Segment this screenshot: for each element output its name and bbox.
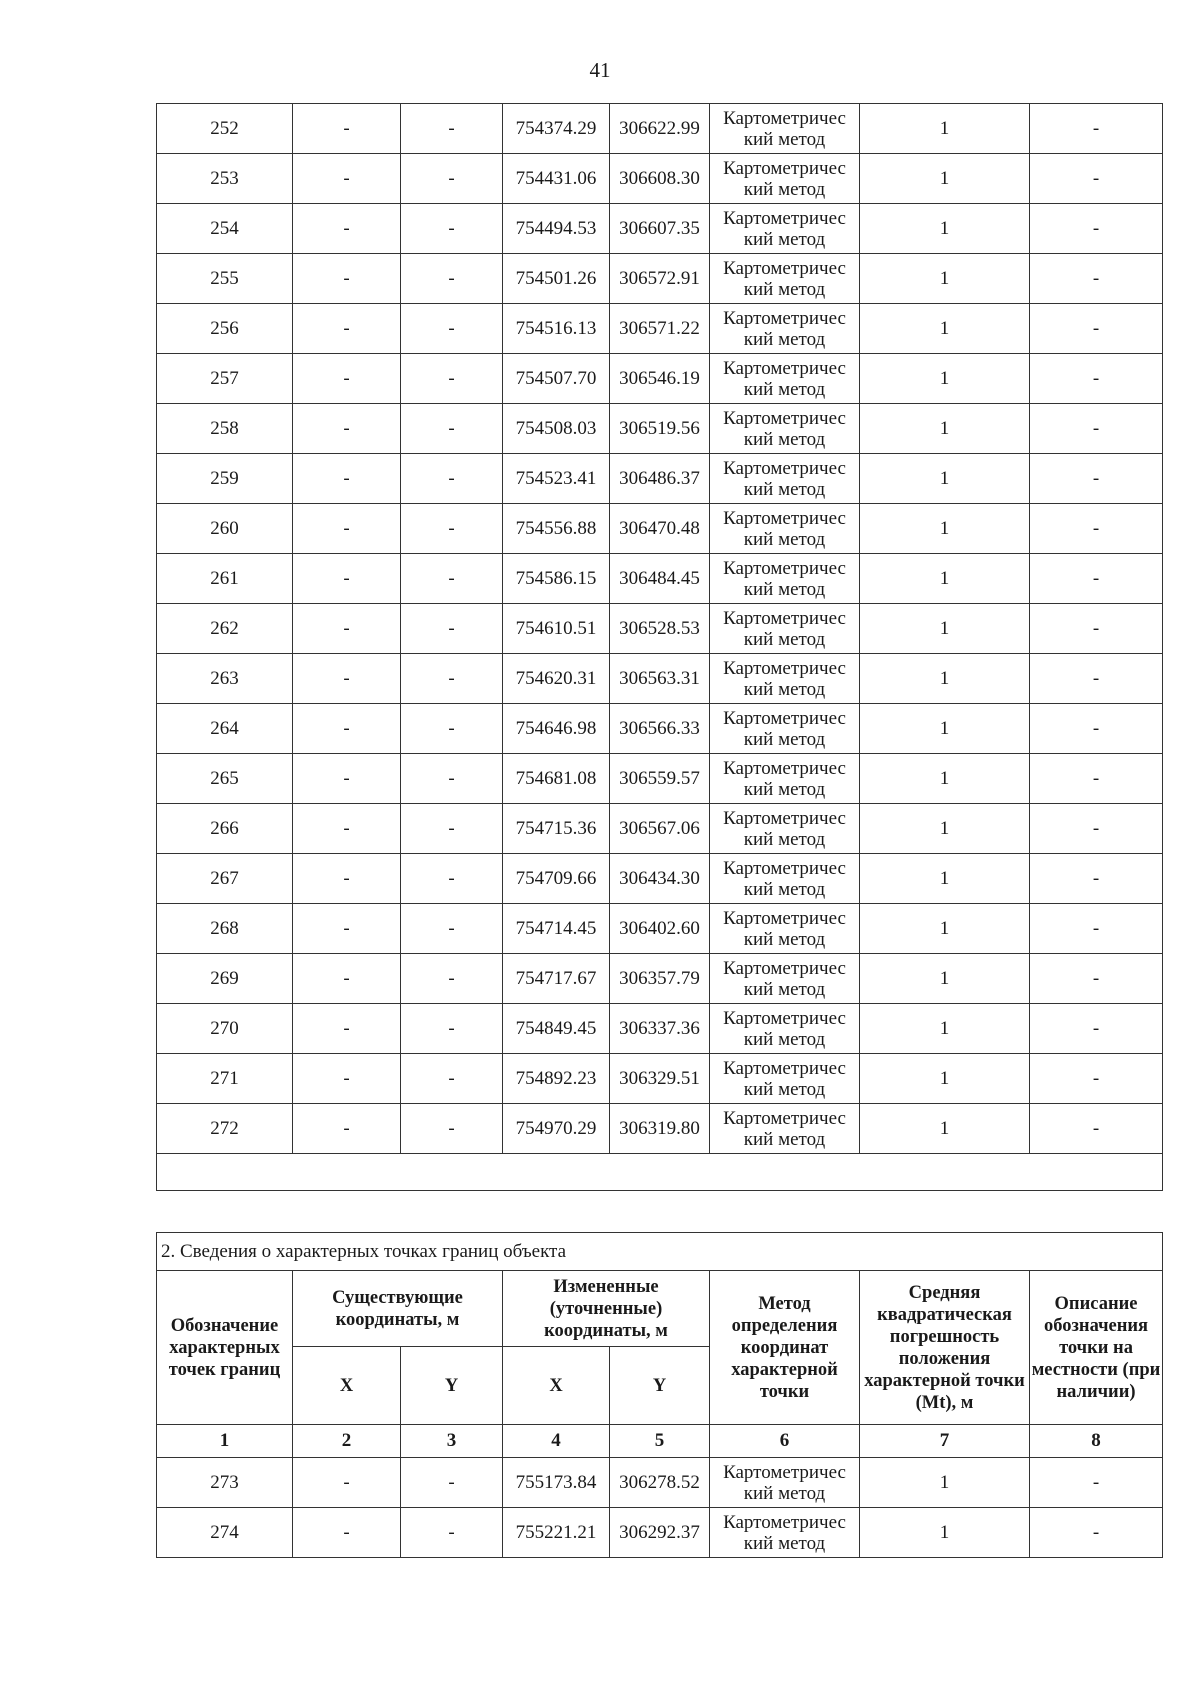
changed-x: 754681.08: [503, 754, 610, 804]
existing-x: -: [293, 854, 401, 904]
mean-error: 1: [860, 604, 1030, 654]
point-description: -: [1030, 1054, 1163, 1104]
existing-x: -: [293, 404, 401, 454]
point-description: -: [1030, 204, 1163, 254]
page-number: 41: [589, 58, 611, 82]
table-row: [157, 954, 1163, 1004]
point-number: 266: [157, 804, 293, 854]
existing-y: -: [401, 504, 503, 554]
empty-cell: [157, 1154, 1163, 1191]
changed-y: 306486.37: [610, 454, 710, 504]
method-cell: [710, 1508, 860, 1558]
method-line-2: кий метод: [743, 128, 826, 150]
changed-x: 754508.03: [503, 404, 610, 454]
mean-error: 1: [860, 1004, 1030, 1054]
column-number: 8: [1030, 1425, 1163, 1458]
existing-x: -: [293, 254, 401, 304]
changed-y: 306278.52: [610, 1458, 710, 1508]
table-row: [157, 804, 1163, 854]
existing-y: -: [401, 754, 503, 804]
changed-y: 306572.91: [610, 254, 710, 304]
table-row: [157, 1508, 1163, 1558]
point-number: 262: [157, 604, 293, 654]
point-description: -: [1030, 1458, 1163, 1508]
method-cell: [710, 904, 860, 954]
header-row-1: [157, 1271, 1163, 1347]
method-line-2: кий метод: [743, 978, 826, 1000]
method-cell: [710, 154, 860, 204]
changed-x: 754849.45: [503, 1004, 610, 1054]
method-cell: [710, 954, 860, 1004]
point-number: 265: [157, 754, 293, 804]
method-line-2: кий метод: [743, 1028, 826, 1050]
changed-y: 306434.30: [610, 854, 710, 904]
changed-y: 306470.48: [610, 504, 710, 554]
method-line-1: Картометричес: [723, 907, 846, 929]
existing-y: -: [401, 1508, 503, 1558]
column-number: 4: [503, 1425, 610, 1458]
changed-y: 306402.60: [610, 904, 710, 954]
method-line-2: кий метод: [743, 1482, 826, 1504]
table-row: [157, 554, 1163, 604]
method-line-2: кий метод: [743, 178, 826, 200]
mean-error: 1: [860, 404, 1030, 454]
point-description: -: [1030, 904, 1163, 954]
table-row: [157, 104, 1163, 154]
existing-y: -: [401, 654, 503, 704]
changed-y: 306567.06: [610, 804, 710, 854]
method-cell: [710, 254, 860, 304]
existing-x: -: [293, 904, 401, 954]
changed-y: 306337.36: [610, 1004, 710, 1054]
mean-error: 1: [860, 754, 1030, 804]
point-number: 256: [157, 304, 293, 354]
changed-x: 754892.23: [503, 1054, 610, 1104]
table-row: [157, 604, 1163, 654]
existing-y: -: [401, 1004, 503, 1054]
column-number-row: [157, 1425, 1163, 1458]
method-line-1: Картометричес: [723, 1107, 846, 1129]
method-cell: [710, 654, 860, 704]
existing-y: -: [401, 704, 503, 754]
method-cell: [710, 604, 860, 654]
mean-error: 1: [860, 254, 1030, 304]
mean-error: 1: [860, 304, 1030, 354]
changed-x: 754709.66: [503, 854, 610, 904]
point-description: -: [1030, 1004, 1163, 1054]
existing-y: -: [401, 1104, 503, 1154]
method-cell: [710, 204, 860, 254]
changed-x: 754374.29: [503, 104, 610, 154]
changed-x: 754523.41: [503, 454, 610, 504]
column-number: 5: [610, 1425, 710, 1458]
existing-y: -: [401, 254, 503, 304]
existing-x: -: [293, 1104, 401, 1154]
point-description: -: [1030, 504, 1163, 554]
mean-error: 1: [860, 654, 1030, 704]
point-number: 258: [157, 404, 293, 454]
changed-x: 754507.70: [503, 354, 610, 404]
existing-x: -: [293, 504, 401, 554]
point-number: 252: [157, 104, 293, 154]
point-number: 270: [157, 1004, 293, 1054]
changed-y: 306292.37: [610, 1508, 710, 1558]
method-line-1: Картометричес: [723, 807, 846, 829]
point-description: -: [1030, 404, 1163, 454]
method-line-2: кий метод: [743, 878, 826, 900]
point-number: 260: [157, 504, 293, 554]
table-row: [157, 354, 1163, 404]
header-description: Описание обозначения точки на местности (при наличии): [1030, 1271, 1163, 1425]
table-row: [157, 1004, 1163, 1054]
method-cell: [710, 354, 860, 404]
table-row: [157, 704, 1163, 754]
changed-y: 306622.99: [610, 104, 710, 154]
changed-x: 754556.88: [503, 504, 610, 554]
method-line-1: Картометричес: [723, 657, 846, 679]
method-line-2: кий метод: [743, 728, 826, 750]
changed-x: 754494.53: [503, 204, 610, 254]
point-description: -: [1030, 654, 1163, 704]
method-cell: [710, 804, 860, 854]
existing-x: -: [293, 1458, 401, 1508]
column-number: 3: [401, 1425, 503, 1458]
method-line-2: кий метод: [743, 628, 826, 650]
method-line-1: Картометричес: [723, 507, 846, 529]
point-number: 274: [157, 1508, 293, 1558]
existing-x: -: [293, 654, 401, 704]
existing-x: -: [293, 1054, 401, 1104]
existing-y: -: [401, 554, 503, 604]
existing-x: -: [293, 804, 401, 854]
method-line-1: Картометричес: [723, 607, 846, 629]
point-description: -: [1030, 604, 1163, 654]
point-description: -: [1030, 854, 1163, 904]
method-line-1: Картометричес: [723, 257, 846, 279]
method-line-2: кий метод: [743, 678, 826, 700]
point-number: 272: [157, 1104, 293, 1154]
method-line-1: Картометричес: [723, 557, 846, 579]
method-cell: [710, 304, 860, 354]
changed-x: 754620.31: [503, 654, 610, 704]
existing-x: -: [293, 1508, 401, 1558]
changed-x: 754714.45: [503, 904, 610, 954]
method-line-1: Картометричес: [723, 407, 846, 429]
boundary-points-table: [156, 1232, 1163, 1558]
changed-x: 754646.98: [503, 704, 610, 754]
mean-error: 1: [860, 204, 1030, 254]
existing-x: -: [293, 454, 401, 504]
mean-error: 1: [860, 1458, 1030, 1508]
method-cell: [710, 1458, 860, 1508]
table-row: [157, 1054, 1163, 1104]
column-number: 1: [157, 1425, 293, 1458]
changed-x: 754516.13: [503, 304, 610, 354]
method-line-1: Картометричес: [723, 857, 846, 879]
changed-x: 754586.15: [503, 554, 610, 604]
changed-y: 306571.22: [610, 304, 710, 354]
method-line-1: Картометричес: [723, 357, 846, 379]
method-cell: [710, 504, 860, 554]
method-line-1: Картометричес: [723, 307, 846, 329]
changed-y: 306357.79: [610, 954, 710, 1004]
existing-y: -: [401, 1054, 503, 1104]
existing-x: -: [293, 704, 401, 754]
point-description: -: [1030, 354, 1163, 404]
method-line-1: Картометричес: [723, 1007, 846, 1029]
table-row: [157, 1458, 1163, 1508]
point-number: 254: [157, 204, 293, 254]
existing-y: -: [401, 954, 503, 1004]
point-description: -: [1030, 454, 1163, 504]
table-row: [157, 654, 1163, 704]
header-existing-x: X: [293, 1347, 401, 1425]
method-cell: [710, 1054, 860, 1104]
table-row: [157, 154, 1163, 204]
existing-x: -: [293, 204, 401, 254]
point-description: -: [1030, 554, 1163, 604]
header-point-designation: Обозначение характерных точек границ: [157, 1271, 293, 1425]
header-changed-y: Y: [610, 1347, 710, 1425]
existing-y: -: [401, 1458, 503, 1508]
changed-x: 755173.84: [503, 1458, 610, 1508]
method-line-1: Картометричес: [723, 1057, 846, 1079]
point-description: -: [1030, 704, 1163, 754]
changed-y: 306563.31: [610, 654, 710, 704]
method-line-2: кий метод: [743, 578, 826, 600]
existing-x: -: [293, 354, 401, 404]
existing-y: -: [401, 604, 503, 654]
table-row: [157, 1104, 1163, 1154]
changed-y: 306484.45: [610, 554, 710, 604]
header-method: Метод определения координат характерной точки: [710, 1271, 860, 1425]
point-number: 269: [157, 954, 293, 1004]
existing-x: -: [293, 304, 401, 354]
existing-y: -: [401, 454, 503, 504]
table-caption: 2. Сведения о характерных точках границ объекта: [157, 1233, 1163, 1271]
method-cell: [710, 454, 860, 504]
existing-y: -: [401, 804, 503, 854]
table-row: [157, 504, 1163, 554]
method-line-1: Картометричес: [723, 757, 846, 779]
mean-error: 1: [860, 704, 1030, 754]
existing-y: -: [401, 904, 503, 954]
point-number: 253: [157, 154, 293, 204]
column-number: 2: [293, 1425, 401, 1458]
coordinates-table-continued: [156, 103, 1163, 1191]
mean-error: 1: [860, 954, 1030, 1004]
changed-y: 306566.33: [610, 704, 710, 754]
point-number: 267: [157, 854, 293, 904]
method-line-2: кий метод: [743, 228, 826, 250]
changed-y: 306608.30: [610, 154, 710, 204]
header-changed-coords: Измененные (уточненные) координаты, м: [503, 1271, 710, 1347]
method-line-2: кий метод: [743, 1078, 826, 1100]
mean-error: 1: [860, 504, 1030, 554]
mean-error: 1: [860, 104, 1030, 154]
table-row: [157, 854, 1163, 904]
changed-y: 306519.56: [610, 404, 710, 454]
mean-error: 1: [860, 804, 1030, 854]
point-description: -: [1030, 104, 1163, 154]
mean-error: 1: [860, 454, 1030, 504]
empty-row: [157, 1154, 1163, 1191]
existing-x: -: [293, 754, 401, 804]
existing-x: -: [293, 154, 401, 204]
point-description: -: [1030, 304, 1163, 354]
table-row: [157, 904, 1163, 954]
changed-y: 306559.57: [610, 754, 710, 804]
table-row: [157, 304, 1163, 354]
method-line-1: Картометричес: [723, 957, 846, 979]
changed-x: 754431.06: [503, 154, 610, 204]
header-existing-y: Y: [401, 1347, 503, 1425]
mean-error: 1: [860, 904, 1030, 954]
changed-y: 306546.19: [610, 354, 710, 404]
point-number: 255: [157, 254, 293, 304]
point-description: -: [1030, 254, 1163, 304]
method-cell: [710, 1004, 860, 1054]
point-description: -: [1030, 804, 1163, 854]
method-line-2: кий метод: [743, 328, 826, 350]
table-row: [157, 754, 1163, 804]
column-number: 7: [860, 1425, 1030, 1458]
column-number: 6: [710, 1425, 860, 1458]
table-caption-row: [157, 1233, 1163, 1271]
mean-error: 1: [860, 554, 1030, 604]
point-description: -: [1030, 1104, 1163, 1154]
existing-y: -: [401, 354, 503, 404]
mean-error: 1: [860, 854, 1030, 904]
method-cell: [710, 1104, 860, 1154]
method-line-2: кий метод: [743, 778, 826, 800]
method-line-2: кий метод: [743, 1128, 826, 1150]
changed-y: 306528.53: [610, 604, 710, 654]
method-line-2: кий метод: [743, 378, 826, 400]
existing-x: -: [293, 104, 401, 154]
point-number: 271: [157, 1054, 293, 1104]
changed-y: 306319.80: [610, 1104, 710, 1154]
method-cell: [710, 404, 860, 454]
point-description: -: [1030, 954, 1163, 1004]
existing-x: -: [293, 604, 401, 654]
header-changed-x: X: [503, 1347, 610, 1425]
existing-x: -: [293, 954, 401, 1004]
changed-x: 754501.26: [503, 254, 610, 304]
table-row: [157, 454, 1163, 504]
point-number: 261: [157, 554, 293, 604]
existing-x: -: [293, 1004, 401, 1054]
method-line-1: Картометричес: [723, 457, 846, 479]
changed-y: 306329.51: [610, 1054, 710, 1104]
existing-y: -: [401, 104, 503, 154]
changed-x: 754970.29: [503, 1104, 610, 1154]
method-cell: [710, 854, 860, 904]
coordinates-table-body: [157, 104, 1163, 1154]
changed-y: 306607.35: [610, 204, 710, 254]
method-cell: [710, 104, 860, 154]
point-number: 259: [157, 454, 293, 504]
method-cell: [710, 754, 860, 804]
changed-x: 754717.67: [503, 954, 610, 1004]
changed-x: 755221.21: [503, 1508, 610, 1558]
method-line-2: кий метод: [743, 478, 826, 500]
existing-y: -: [401, 854, 503, 904]
changed-x: 754715.36: [503, 804, 610, 854]
method-line-1: Картометричес: [723, 207, 846, 229]
existing-y: -: [401, 154, 503, 204]
method-cell: [710, 554, 860, 604]
method-line-1: Картометричес: [723, 1461, 846, 1483]
mean-error: 1: [860, 354, 1030, 404]
point-number: 268: [157, 904, 293, 954]
method-line-2: кий метод: [743, 528, 826, 550]
method-line-2: кий метод: [743, 1532, 826, 1554]
table-row: [157, 254, 1163, 304]
point-description: -: [1030, 154, 1163, 204]
point-number: 264: [157, 704, 293, 754]
changed-x: 754610.51: [503, 604, 610, 654]
method-line-2: кий метод: [743, 278, 826, 300]
header-existing-coords: Существующие координаты, м: [293, 1271, 503, 1347]
existing-y: -: [401, 404, 503, 454]
method-line-1: Картометричес: [723, 157, 846, 179]
point-number: 273: [157, 1458, 293, 1508]
boundary-points-body: [157, 1458, 1163, 1558]
existing-y: -: [401, 204, 503, 254]
method-line-1: Картометричес: [723, 1511, 846, 1533]
method-line-2: кий метод: [743, 828, 826, 850]
method-line-2: кий метод: [743, 928, 826, 950]
method-line-1: Картометричес: [723, 107, 846, 129]
table-row: [157, 404, 1163, 454]
mean-error: 1: [860, 1054, 1030, 1104]
point-description: -: [1030, 1508, 1163, 1558]
point-number: 257: [157, 354, 293, 404]
point-description: -: [1030, 754, 1163, 804]
method-line-1: Картометричес: [723, 707, 846, 729]
mean-error: 1: [860, 154, 1030, 204]
mean-error: 1: [860, 1508, 1030, 1558]
existing-x: -: [293, 554, 401, 604]
point-number: 263: [157, 654, 293, 704]
header-mean-error: Средняя квадратическая погрешность положения характерной точки (Mt), м: [860, 1271, 1030, 1425]
table-row: [157, 204, 1163, 254]
method-cell: [710, 704, 860, 754]
existing-y: -: [401, 304, 503, 354]
method-line-2: кий метод: [743, 428, 826, 450]
mean-error: 1: [860, 1104, 1030, 1154]
